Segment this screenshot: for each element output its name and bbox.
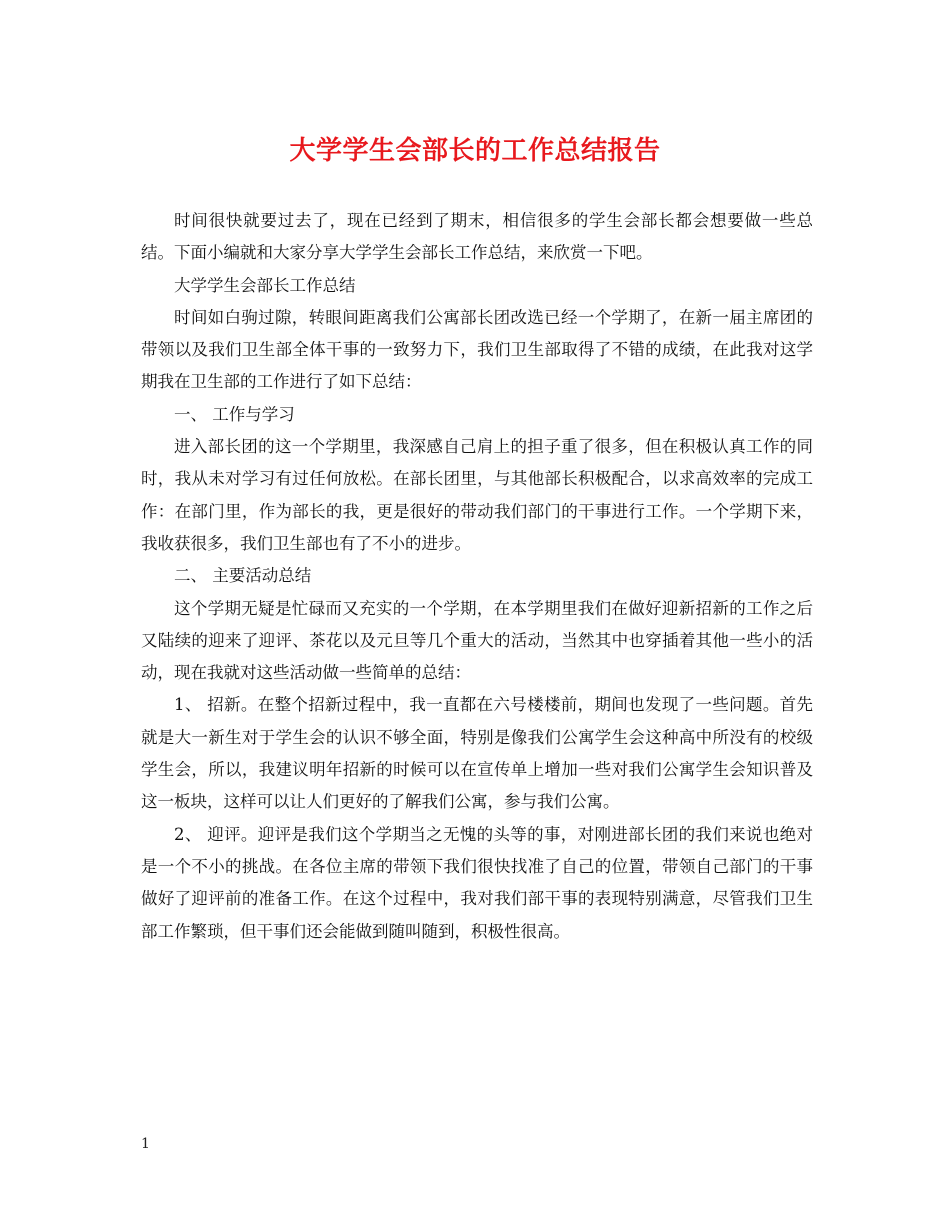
section-heading-work-study: 一、 工作与学习 — [174, 404, 295, 424]
section-heading-summary: 大学学生会部长工作总结 — [174, 275, 356, 295]
body-paragraph: 时间如白驹过隙，转眼间距离我们公寓部长团改选已经一个学期了，在新一届主席团的带领以及我们卫生部全体干事的一致努力下，我们卫生部取得了不错的成绩，在此我对这学期我在卫生部的工作进行了如下总结： — [141, 307, 813, 392]
intro-paragraph: 时间很快就要过去了，现在已经到了期末，相信很多的学生会部长都会想要做一些总结。下面小编就和大家分享大学学生会部长工作总结，来欣赏一下吧。 — [141, 211, 813, 263]
document-title: 大学学生会部长的工作总结报告 — [289, 136, 661, 166]
body-paragraph: 这个学期无疑是忙碌而又充实的一个学期，在本学期里我们在做好迎新招新的工作之后又陆续的迎来了迎评、茶花以及元旦等几个重大的活动，当然其中也穿插着其他一些小的活动，现在我就对这些活动做一些简单的总结： — [141, 598, 813, 683]
list-item-recruitment: 1、 招新。在整个招新过程中，我一直都在六号楼楼前，期间也发现了一些问题。首先就是大一新生对于学生会的认识不够全面，特别是像我们公寓学生会这种高中所没有的校级学生会，所以，我建议明年招新的时候可以在宣传单上增加一些对我们公寓学生会知识普及这一板块，这样可以让人们更好的了解我们公寓，参与我们公寓。 — [141, 695, 813, 812]
document-body — [141, 205, 813, 948]
body-paragraph: 进入部长团的这一个学期里，我深感自己肩上的担子重了很多，但在积极认真工作的同时，我从未对学习有过任何放松。在部长团里，与其他部长积极配合，以求高效率的完成工作：在部门里，作为部长的我，更是很好的带动我们部门的干事进行工作。一个学期下来，我收获很多，我们卫生部也有了不小的进步。 — [141, 437, 813, 553]
list-item-evaluation: 2、 迎评。迎评是我们这个学期当之无愧的头等的事，对刚进部长团的我们来说也绝对是一个不小的挑战。在各位主席的带领下我们很快找准了自己的位置，带领自己部门的干事做好了迎评前的准备工作。在这个过程中，我对我们部干事的表现特别满意，尽管我们卫生部工作繁琐，但干事们还会能做到随叫随到，积极性很高。 — [141, 824, 813, 941]
page-number: 1 — [141, 1136, 150, 1152]
section-heading-activities: 二、 主要活动总结 — [174, 566, 312, 586]
